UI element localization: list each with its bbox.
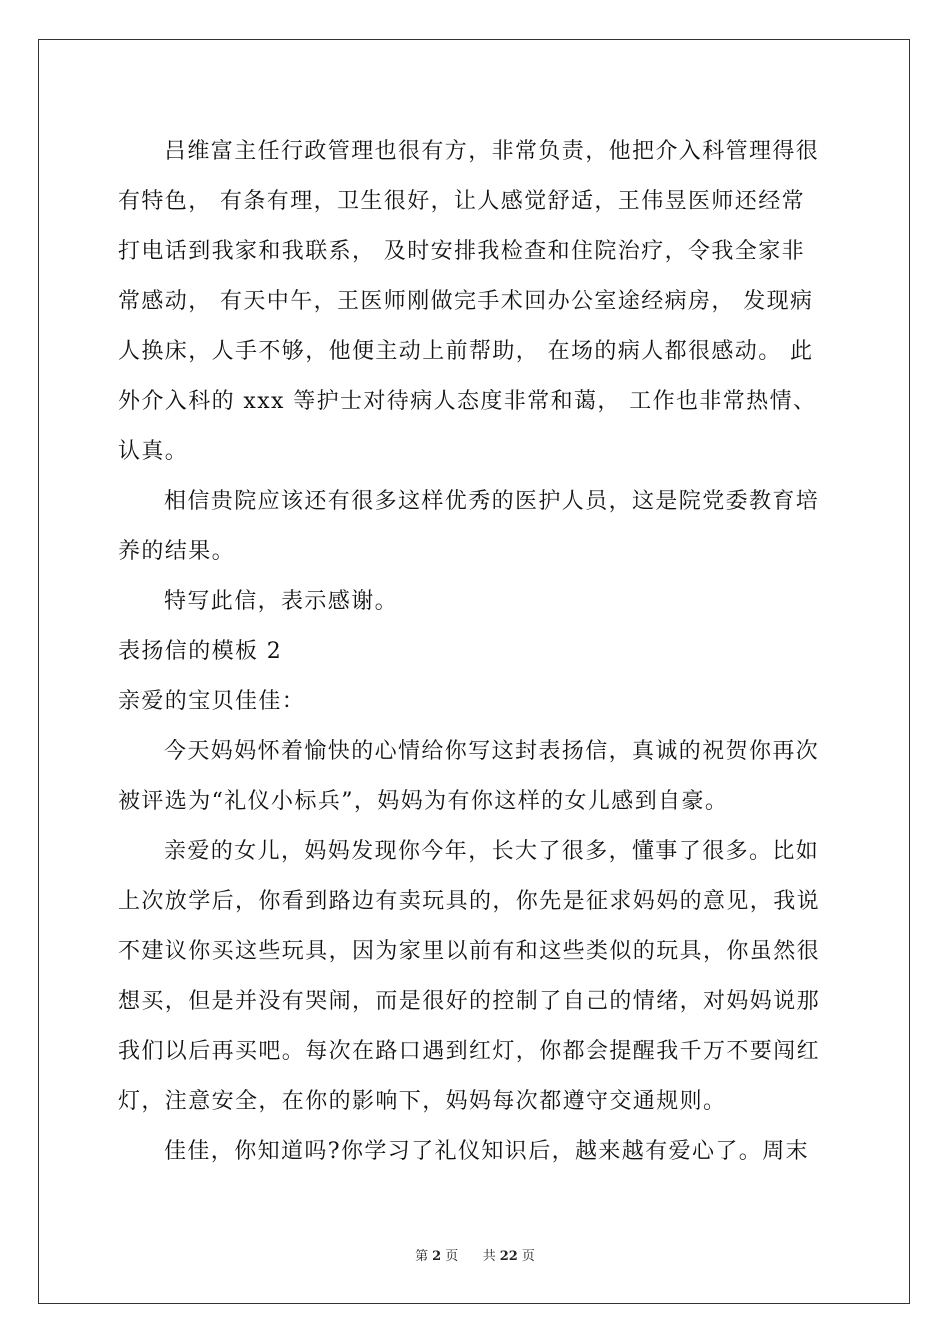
paragraph-line: 吕维富主任行政管理也很有方，非常负责，他把介入科管理得很	[164, 139, 820, 164]
paragraph-line: 常感动， 有天中午，王医师刚做完手术回办公室途经病房， 发现病	[118, 289, 814, 314]
paragraph-line: 人换床，人手不够，他便主动上前帮助， 在场的病人都很感动。 此	[118, 339, 814, 364]
paragraph-line: 相信贵院应该还有很多这样优秀的医护人员，这是院党委教育培	[164, 489, 820, 514]
paragraph-line: 养的结果。	[118, 539, 236, 564]
paragraph-line: 我们以后再买吧。每次在路口遇到红灯，你都会提醒我千万不要闯红	[118, 1039, 821, 1064]
paragraph-line: 有特色， 有条有理，卫生很好，让人感觉舒适，王伟昱医师还经常	[118, 189, 805, 214]
paragraph-line: 今天妈妈怀着愉快的心情给你写这封表扬信，真诚的祝贺你再次	[164, 739, 820, 764]
paragraph-line: 想买，但是并没有哭闹，而是很好的控制了自己的情绪，对妈妈说那	[118, 989, 821, 1014]
page-prefix: 第	[415, 1249, 429, 1264]
document-body	[118, 127, 834, 1177]
paragraph-line: 灯，注意安全，在你的影响下，妈妈每次都遵守交通规则。	[118, 1089, 727, 1114]
paragraph-line: 佳佳，你知道吗?你学习了礼仪知识后，越来越有爱心了。周末	[164, 1139, 809, 1164]
salutation: 亲爱的宝贝佳佳：	[118, 689, 306, 714]
page-number: 2	[432, 1249, 442, 1264]
paragraph-line: 特写此信，表示感谢。	[164, 589, 399, 614]
paragraph-line: 不建议你买这些玩具，因为家里以前有和这些类似的玩具，你虽然很	[118, 939, 821, 964]
page-indicator	[413, 1249, 460, 1264]
paragraph-line: 打电话到我家和我联系， 及时安排我检查和住院治疗，令我全家非	[118, 239, 805, 264]
page-footer	[0, 1245, 950, 1264]
paragraph-line: 亲爱的女儿，妈妈发现你今年，长大了很多，懂事了很多。比如	[164, 839, 820, 864]
paragraph-line: 外介入科的 xxx 等护士对待病人态度非常和蔼， 工作也非常热情、	[118, 389, 817, 414]
total-number: 22	[499, 1249, 518, 1264]
total-prefix: 共	[482, 1249, 496, 1264]
page-suffix: 页	[445, 1249, 459, 1264]
section-heading: 表扬信的模板 2	[118, 639, 283, 664]
total-suffix: 页	[521, 1249, 535, 1264]
total-pages	[481, 1249, 537, 1264]
paragraph-line: 被评选为“礼仪小标兵”，妈妈为有你这样的女儿感到自豪。	[118, 789, 729, 814]
paragraph-line: 上次放学后，你看到路边有卖玩具的，你先是征求妈妈的意见，我说	[118, 889, 821, 914]
paragraph-line: 认真。	[118, 439, 189, 464]
